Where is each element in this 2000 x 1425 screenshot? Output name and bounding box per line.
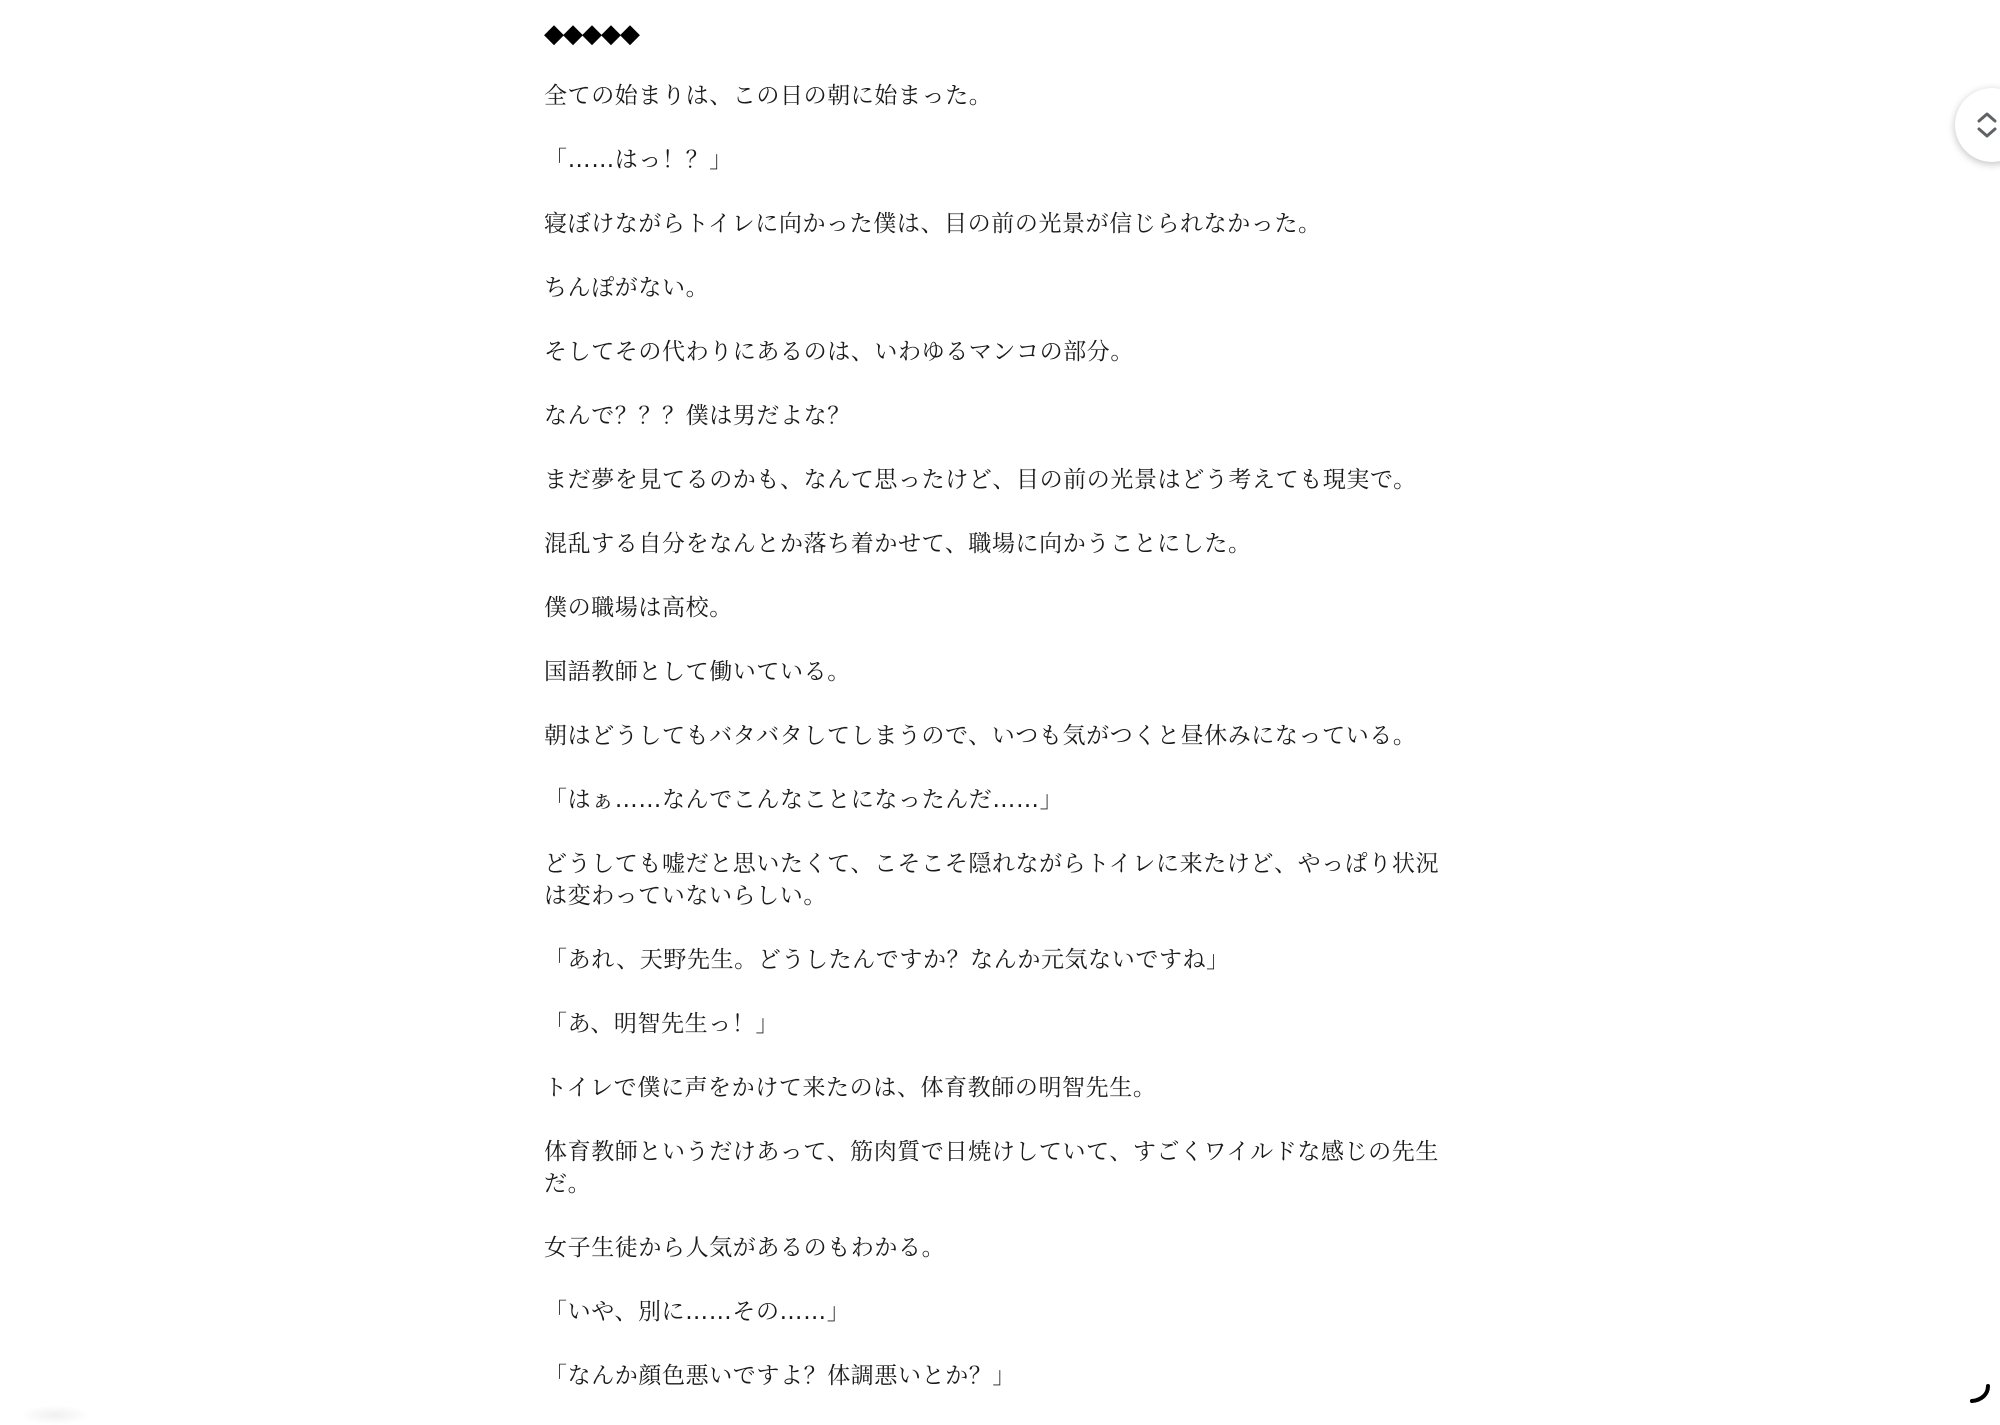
paragraph: どうしても嘘だと思いたくて、こそこそ隠れながらトイレに来たけど、やっぱり状況は変わっていないらしい。 — [544, 851, 1440, 909]
paragraph: 体育教師というだけあって、筋肉質で日焼けしていて、すごくワイルドな感じの先生だ。 — [544, 1139, 1439, 1197]
section-divider: ◆◆◆◆◆ — [544, 19, 639, 49]
paragraph: そしてその代わりにあるのは、いわゆるマンコの部分。 — [544, 339, 1134, 365]
article-body — [544, 16, 1444, 1424]
paragraph: 「……はっ！？」 — [544, 147, 733, 173]
paragraph: 「はぁ……なんでこんなことになったんだ……」 — [544, 787, 1064, 813]
paragraph: なんで？？？僕は男だよな？ — [544, 403, 851, 429]
paragraph: 国語教師として働いている。 — [544, 659, 851, 685]
paragraph: 女子生徒から人気があるのもわかる。 — [544, 1235, 946, 1261]
paragraph: 朝はどうしてもバタバタしてしまうので、いつも気がつくと昼休みになっている。 — [544, 723, 1417, 749]
paragraph: 寝ぼけながらトイレに向かった僕は、目の前の光景が信じられなかった。 — [544, 211, 1322, 237]
paragraph: 僕の職場は高校。 — [544, 595, 733, 621]
paragraph: ちんぽがない。 — [544, 275, 710, 301]
chevron-up-icon[interactable] — [1976, 110, 1998, 124]
scroll-nav-widget[interactable] — [1955, 88, 2000, 162]
floating-button-shadow — [20, 1405, 90, 1425]
paragraph: トイレで僕に声をかけて来たのは、体育教師の明智先生。 — [544, 1075, 1157, 1101]
paragraph: 「いや、別に……その……」 — [544, 1299, 851, 1325]
chevron-down-icon[interactable] — [1976, 126, 1998, 140]
paragraph: 混乱する自分をなんとか落ち着かせて、職場に向かうことにした。 — [544, 531, 1252, 557]
paragraph: 「あれ、天野先生。どうしたんですか？なんか元気ないですね」 — [544, 947, 1230, 973]
paragraph: まだ夢を見てるのかも、なんて思ったけど、目の前の光景はどう考えても現実で。 — [544, 467, 1417, 493]
loading-arc-icon — [1968, 1382, 1992, 1406]
paragraph: 「あ、明智先生っ！」 — [544, 1011, 780, 1037]
paragraph: 全ての始まりは、この日の朝に始まった。 — [544, 83, 993, 109]
paragraph: 「なんか顔色悪いですよ？体調悪いとか？」 — [544, 1363, 1016, 1389]
